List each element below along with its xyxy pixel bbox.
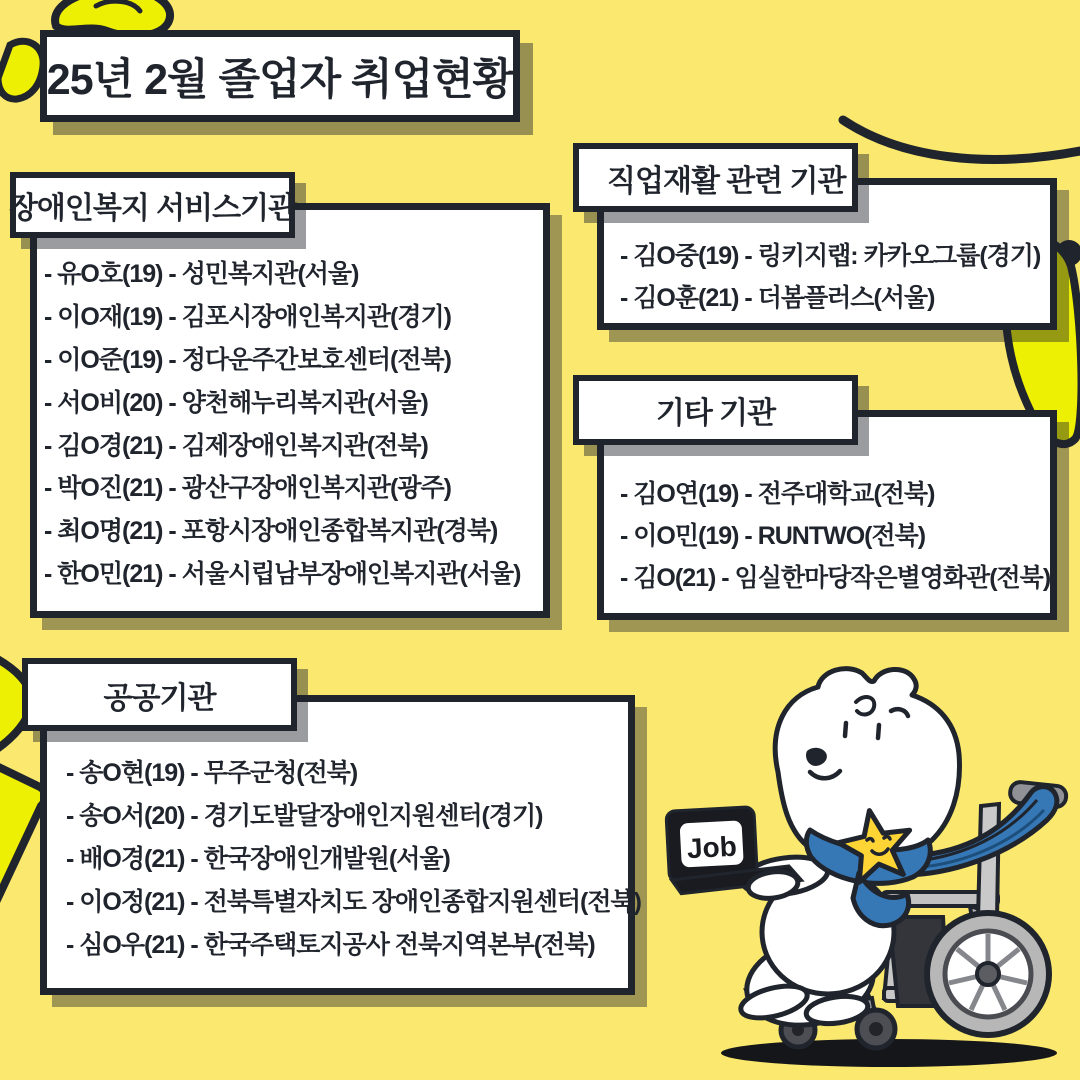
section-welfare-header — [10, 172, 295, 238]
list-item: - 송O현(19) - 무주군청(전북) — [66, 758, 358, 787]
list-item: - 서O비(20) - 양천해누리복지관(서울) — [44, 388, 428, 417]
list-item: - 김O중(19) - 링키지랩: 카카오그룹(경기) — [620, 242, 1041, 270]
list-item: - 유O호(19) - 성민복지관(서울) — [44, 260, 359, 289]
section-header-label: 직업재활 관련 기관 — [607, 164, 846, 198]
list-item: - 한O민(21) - 서울시립남부장애인복지관(서울) — [44, 559, 521, 588]
section-header-label: 기타 기관 — [655, 397, 776, 430]
section-vocational-header — [573, 143, 858, 212]
section-welfare-list — [44, 251, 520, 593]
section-public-header — [22, 658, 297, 731]
section-header-label: 장애인복지 서비스기관 — [8, 192, 297, 225]
list-item: - 이O민(19) - RUNTWO(전북) — [620, 522, 926, 550]
section-vocational-list — [620, 233, 1040, 317]
laptop-screen-label: Job — [686, 830, 738, 865]
caster-hub — [869, 1022, 883, 1036]
section-other-header — [573, 375, 858, 445]
list-item: - 박O진(21) - 광산구장애인복지관(광주) — [44, 474, 451, 503]
list-item: - 이O재(19) - 김포시장애인복지관(경기) — [44, 303, 451, 332]
doodle-chevron-left2-icon — [0, 760, 45, 900]
section-header-label: 공공기관 — [103, 681, 216, 715]
page-title — [40, 30, 520, 122]
page-title-text: 25년 2월 졸업자 취업현황 — [46, 55, 514, 104]
list-item: - 김O(21) - 임실한마당작은별영화관(전북) — [620, 564, 1051, 592]
rear-wheel — [927, 913, 1049, 1035]
list-item: - 최O명(21) - 포항시장애인종합복지관(경북) — [44, 517, 498, 546]
section-other-list — [620, 471, 1050, 597]
list-item: - 김O경(21) - 김제장애인복지관(전북) — [44, 431, 428, 460]
list-item: - 이O준(19) - 정다운주간보호센터(전북) — [44, 345, 451, 374]
list-item: - 이O정(21) - 전북특별자치도 장애인종합지원센터(전북) — [66, 887, 641, 916]
section-public-list — [66, 749, 641, 964]
list-item: - 심O우(21) - 한국주택토지공사 전북지역본부(전북) — [66, 930, 595, 959]
list-item: - 김O훈(21) - 더봄플러스(서울) — [620, 284, 935, 312]
list-item: - 배O경(21) - 한국장애인개발원(서울) — [66, 844, 450, 873]
list-item: - 송O서(20) - 경기도발달장애인지원센터(경기) — [66, 801, 543, 830]
bear-wheelchair-illustration — [660, 660, 1080, 1080]
list-item: - 김O연(19) - 전주대학교(전북) — [620, 480, 935, 508]
doodle-arm-line-icon — [843, 120, 1080, 159]
doodle-paw-left-icon — [0, 41, 43, 99]
